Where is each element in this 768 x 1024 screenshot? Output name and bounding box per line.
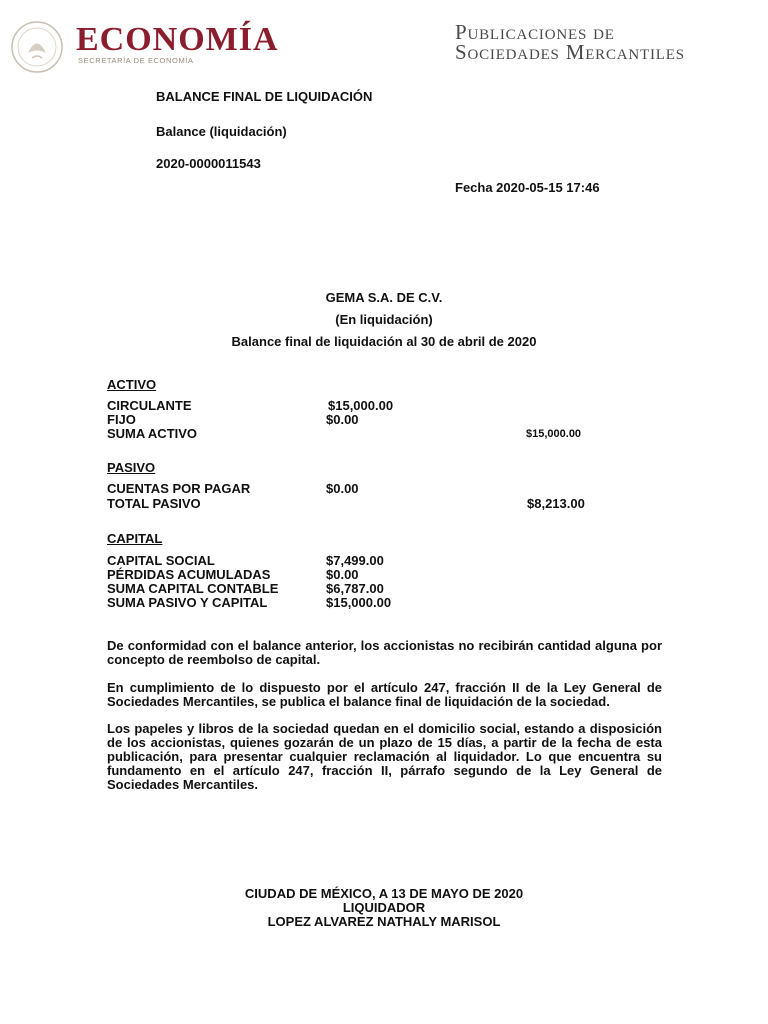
publication-title-line2: Sociedades Mercantiles bbox=[455, 40, 685, 64]
total-pasivo-label: TOTAL PASIVO bbox=[107, 496, 201, 511]
company-status: (En liquidación) bbox=[335, 312, 433, 327]
activo-heading: ACTIVO bbox=[107, 377, 157, 392]
document-folio: 2020-0000011543 bbox=[156, 156, 261, 171]
capital-heading: CAPITAL bbox=[107, 531, 163, 546]
suma-capital-contable-value: $6,787.00 bbox=[326, 581, 384, 596]
signature-role: LIQUIDADOR bbox=[342, 900, 426, 915]
pasivo-heading: PASIVO bbox=[107, 460, 156, 475]
publication-title bbox=[455, 22, 685, 62]
circulante-value: $15,000.00 bbox=[328, 398, 394, 413]
suma-pasivo-capital-label: SUMA PASIVO Y CAPITAL bbox=[107, 595, 268, 610]
brand-logo-text: ECONOMÍA bbox=[76, 21, 279, 58]
publication-title-line1: Publicaciones de bbox=[455, 20, 615, 44]
balance-title: Balance final de liquidación al 30 de abril de 2020 bbox=[231, 334, 537, 349]
suma-pasivo-capital-value: $15,000.00 bbox=[326, 595, 392, 610]
paragraph-papeles-libros: Los papeles y libros de la sociedad quedan en el domicilio social, estando a disposición de los accionistas, quienes gozarán de un plazo de 15 días, a partir de la fecha de esta publicación, para presentar cualquier reclamación al liquidador. Lo que encuentra su fundamento en el artículo 247, fracción II, párrafo segundo de la Ley General de Sociedades Mercantiles. bbox=[107, 721, 662, 792]
capital-social-value: $7,499.00 bbox=[326, 553, 384, 568]
total-pasivo-value: $8,213.00 bbox=[527, 496, 585, 511]
fijo-label: FIJO bbox=[107, 412, 136, 427]
document-type: Balance (liquidación) bbox=[156, 124, 287, 139]
cuentas-por-pagar-value: $0.00 bbox=[326, 481, 359, 496]
perdidas-acumuladas-value: $0.00 bbox=[326, 567, 359, 582]
cuentas-por-pagar-label: CUENTAS POR PAGAR bbox=[107, 481, 251, 496]
fijo-value: $0.00 bbox=[326, 412, 359, 427]
document-title: BALANCE FINAL DE LIQUIDACIÓN bbox=[156, 89, 373, 104]
company-name: GEMA S.A. DE C.V. bbox=[325, 290, 443, 305]
brand-logo-subtitle: SECRETARÍA DE ECONOMÍA bbox=[78, 56, 194, 65]
paragraph-reembolso: De conformidad con el balance anterior, los accionistas no recibirán cantidad alguna por concepto de reembolso de capital. bbox=[107, 638, 662, 667]
paragraph-cumplimiento: En cumplimiento de lo dispuesto por el artículo 247, fracción II de la Ley General de Sociedades Mercantiles, se publica el balance final de liquidación de la sociedad. bbox=[107, 680, 662, 709]
document-date: Fecha 2020-05-15 17:46 bbox=[455, 180, 600, 195]
suma-activo-value: $15,000.00 bbox=[526, 428, 582, 440]
capital-social-label: CAPITAL SOCIAL bbox=[107, 553, 215, 568]
signature-name: LOPEZ ALVAREZ NATHALY MARISOL bbox=[267, 914, 501, 929]
signature-place-date: CIUDAD DE MÉXICO, A 13 DE MAYO DE 2020 bbox=[244, 886, 524, 901]
national-seal-icon bbox=[10, 20, 64, 74]
perdidas-acumuladas-label: PÉRDIDAS ACUMULADAS bbox=[107, 567, 271, 582]
suma-activo-label: SUMA ACTIVO bbox=[107, 426, 198, 441]
suma-capital-contable-label: SUMA CAPITAL CONTABLE bbox=[107, 581, 279, 596]
circulante-label: CIRCULANTE bbox=[107, 398, 192, 413]
